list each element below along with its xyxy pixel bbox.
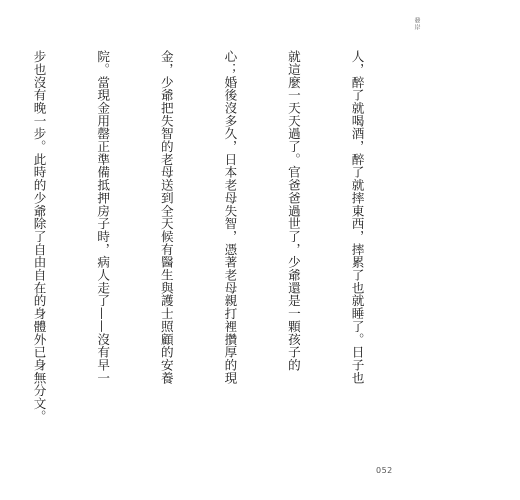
text-column: 院。當現金用罄正準備抵押房子時，病人走了——沒有早一 <box>95 50 111 385</box>
text-column: 人，醉了就喝酒，醉了就摔東西，摔累了也就睡了。日子也 <box>349 50 365 385</box>
text-column: 步也沒有晚一步。此時的少爺除了自由自在的身體外已身無分文。 <box>31 50 47 423</box>
running-head: 發岸 <box>413 17 420 31</box>
page-number: 052 <box>376 466 393 475</box>
body-text <box>31 50 410 452</box>
text-column: 就這麼一天天過了。官爸爸過世了，少爺還是一顆孩子的 <box>285 50 301 372</box>
text-column: 心；婚後沒多久，日本老母失智，憑著老母親打裡攢厚的現 <box>222 50 238 385</box>
text-column: 金，少爺把失智的老母送到全天候有醫生與護士照顧的安養 <box>158 50 174 385</box>
